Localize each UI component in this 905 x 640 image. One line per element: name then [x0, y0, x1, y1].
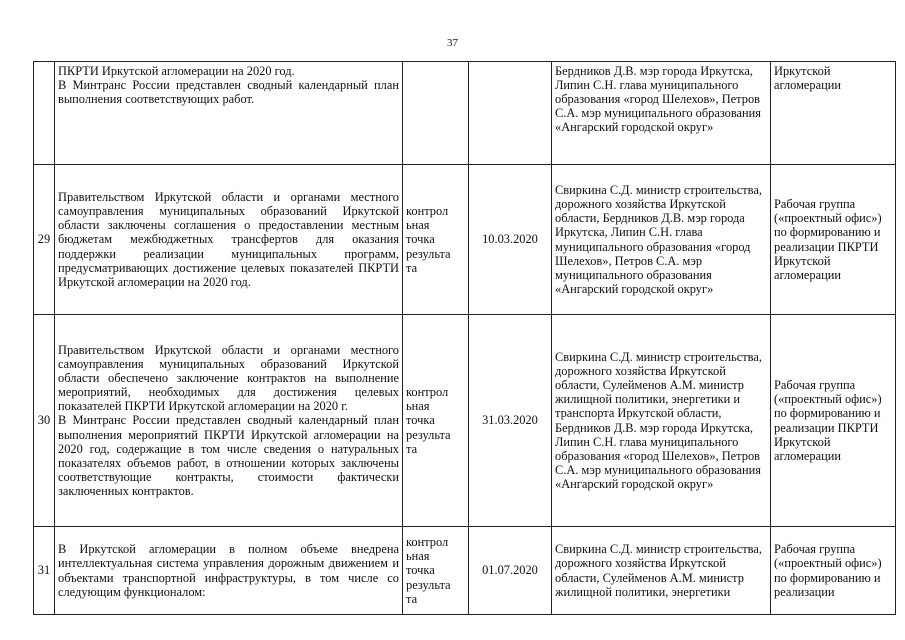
working-group: Рабочая группа («проектный офис») по формированию и реализации — [771, 527, 896, 615]
working-group: Рабочая группа («проектный офис») по формированию и реализации ПКРТИ Иркутской агломерации — [771, 315, 896, 527]
responsible-persons: Свиркина С.Д. министр строительства, дорожного хозяйства Иркутской области, Бердников Д.В. мэр города Иркутска, Липин С.Н. глава муниципального образования «город Шелехов», Петров С.А. мэр муниципального образования «Ангарский городской округ» — [552, 165, 771, 315]
row-number: 31 — [34, 527, 55, 615]
table-row — [34, 165, 896, 315]
deadline-date: 31.03.2020 — [469, 315, 552, 527]
deadline-date — [469, 62, 552, 165]
working-group: Рабочая группа («проектный офис») по формированию и реализации ПКРТИ Иркутской агломерации — [771, 165, 896, 315]
event-description: В Иркутской агломерации в полном объеме внедрена интеллектуальная система управления дорожным движением и объектами транспортной инфраструктуры, в том числе со следующим функционалом: — [55, 527, 403, 615]
page-number: 37 — [447, 37, 458, 49]
responsible-persons: Свиркина С.Д. министр строительства, дорожного хозяйства Иркутской области, Сулейменов А.М. министр жилищной политики, энергетики — [552, 527, 771, 615]
roadmap-table — [33, 61, 896, 615]
control-type: контрол ьная точка результа та — [403, 527, 469, 615]
row-number: 30 — [34, 315, 55, 527]
control-type — [403, 62, 469, 165]
working-group: Иркутской агломерации — [771, 62, 896, 165]
control-type: контрол ьная точка результа та — [403, 165, 469, 315]
responsible-persons: Бердников Д.В. мэр города Иркутска, Липин С.Н. глава муниципального образования «город Шелехов», Петров С.А. мэр муниципального образования «Ангарский городской округ» — [552, 62, 771, 165]
row-number — [34, 62, 55, 165]
event-description: ПКРТИ Иркутской агломерации на 2020 год. В Минтранс России представлен сводный календарный план выполнения соответствующих работ. — [55, 62, 403, 165]
table-row — [34, 62, 896, 165]
table-row — [34, 527, 896, 615]
event-description: Правительством Иркутской области и органами местного самоуправления муниципальных образований Иркутской области заключены соглашения о предоставлении местным бюджетам межбюджетных трансфертов для оказания поддержки реализации муниципальных программ, предусматривающих достижение целевых показателей ПКРТИ Иркутской агломерации на 2020 год. — [55, 165, 403, 315]
responsible-persons: Свиркина С.Д. министр строительства, дорожного хозяйства Иркутской области, Сулейменов А.М. министр жилищной политики, энергетики и транспорта Иркутской области, Бердников Д.В. мэр города Иркутска, Липин С.Н. глава муниципального образования «город Шелехов», Петров С.А. мэр муниципального образования «Ангарский городской округ» — [552, 315, 771, 527]
table-row — [34, 315, 896, 527]
row-number: 29 — [34, 165, 55, 315]
deadline-date: 10.03.2020 — [469, 165, 552, 315]
deadline-date: 01.07.2020 — [469, 527, 552, 615]
event-description: Правительством Иркутской области и органами местного самоуправления муниципальных образований Иркутской области обеспечено заключение контрактов на выполнение мероприятий, необходимых для достижения целевых показателей ПКРТИ Иркутской агломерации на 2020 г. В Минтранс России представлен сводный календарный план выполнения мероприятий ПКРТИ Иркутской агломерации на 2020 год, содержащие в том числе сведения о натуральных показателях объемов работ, в отношении которых заключены соответствующие контракты, стоимости фактически заключенных контрактов. — [55, 315, 403, 527]
control-type: контрол ьная точка результа та — [403, 315, 469, 527]
